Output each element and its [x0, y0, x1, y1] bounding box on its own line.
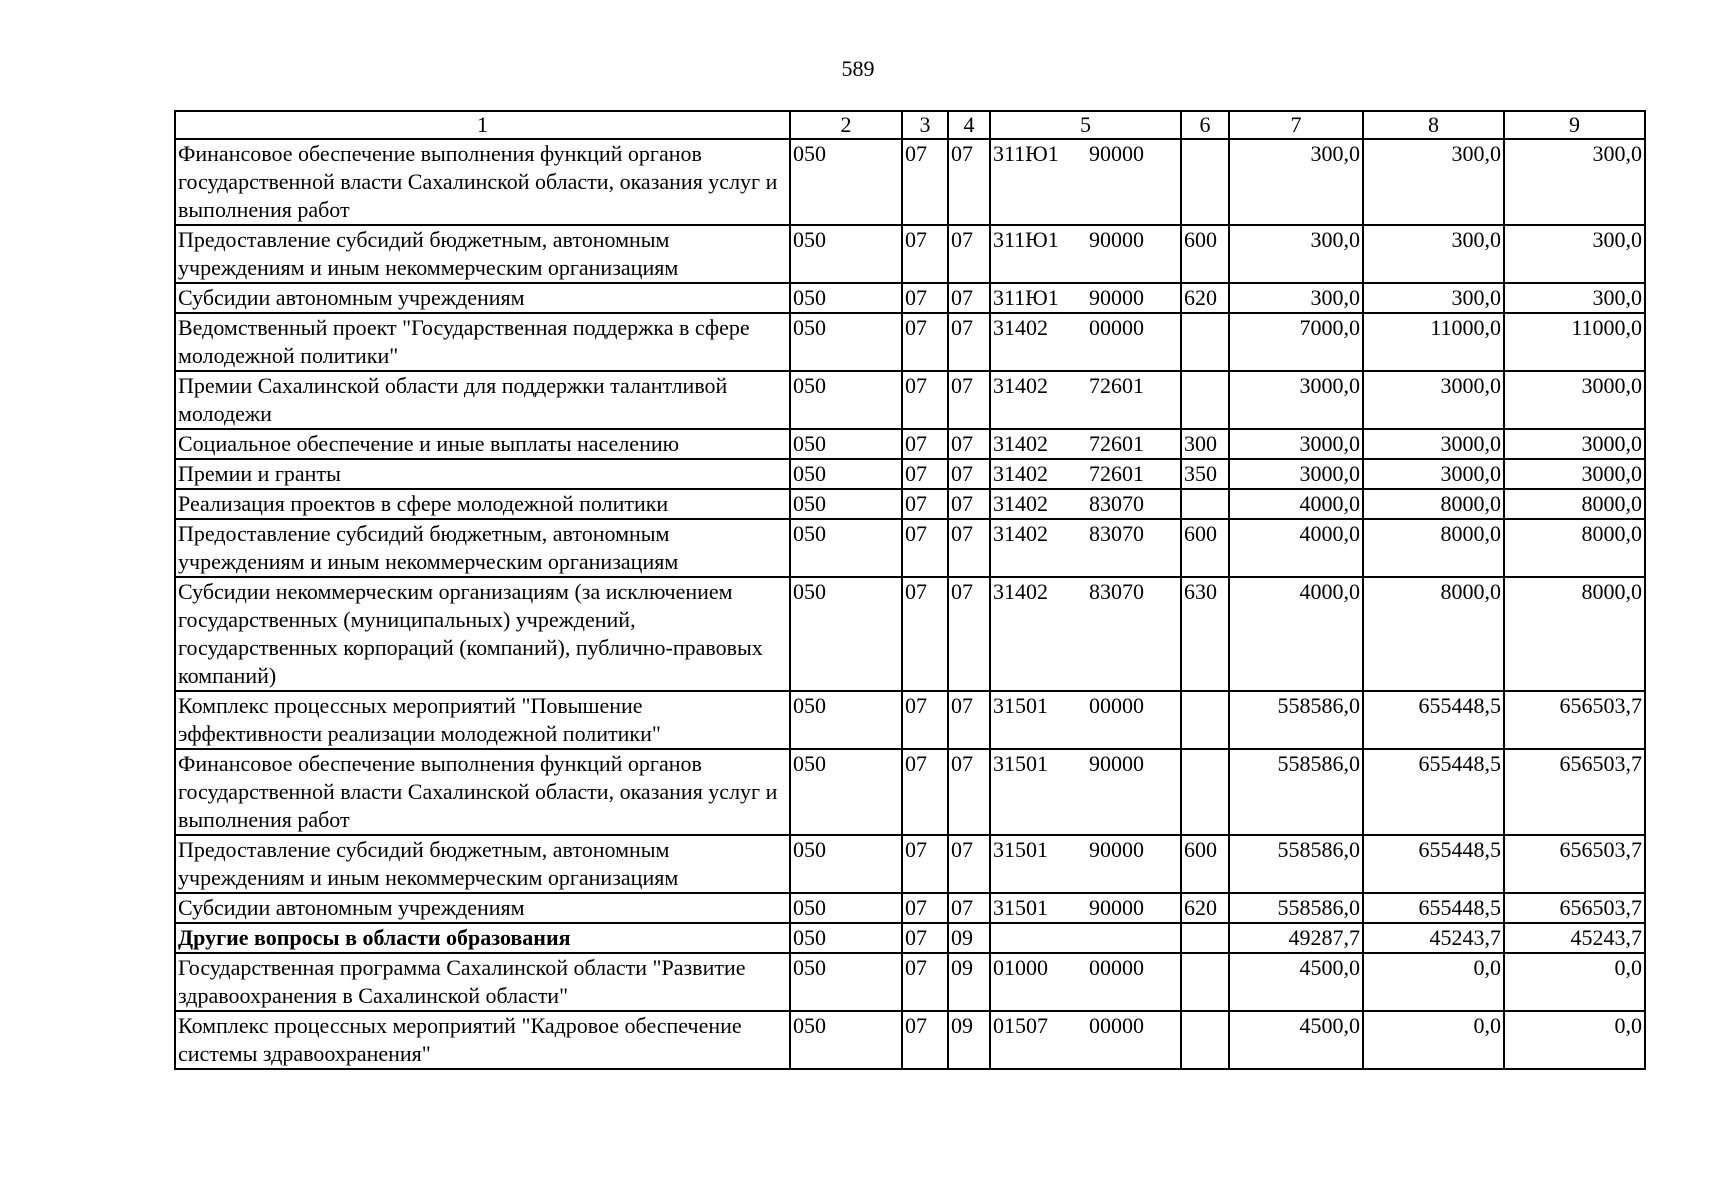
amount-col9-cell: 0,0: [1504, 953, 1645, 1011]
amount-col8-cell: 8000,0: [1363, 489, 1504, 519]
table-row: [175, 953, 1645, 1011]
target-code-wrap: [993, 372, 1178, 400]
table-row: [175, 225, 1645, 283]
amount-col8-cell: 0,0: [1363, 1011, 1504, 1069]
target-direction-code: 83070: [1089, 579, 1144, 604]
amount-col9-cell: 656503,7: [1504, 691, 1645, 749]
subsection-code-cell: 07: [948, 429, 990, 459]
table-row: [175, 139, 1645, 225]
section-code-cell: 07: [902, 923, 948, 953]
target-code-wrap: [993, 284, 1178, 312]
amount-col9-cell: 8000,0: [1504, 519, 1645, 577]
section-code-cell: 07: [902, 283, 948, 313]
target-program-code: 31402: [993, 461, 1048, 486]
table-row: [175, 489, 1645, 519]
section-code-cell: 07: [902, 953, 948, 1011]
ministry-code-cell: 050: [790, 139, 902, 225]
amount-col7-cell: 300,0: [1229, 283, 1363, 313]
subsection-code-cell: 07: [948, 283, 990, 313]
subsection-code-cell: 07: [948, 313, 990, 371]
target-code-wrap: [993, 520, 1178, 548]
section-code-cell: 07: [902, 519, 948, 577]
amount-col7-cell: 558586,0: [1229, 749, 1363, 835]
subsection-code-cell: 07: [948, 577, 990, 691]
ministry-code-cell: 050: [790, 429, 902, 459]
target-program-code: 31402: [993, 431, 1048, 456]
ministry-code-cell: 050: [790, 835, 902, 893]
col-header: 9: [1504, 111, 1645, 139]
expense-type-cell: 600: [1181, 225, 1229, 283]
section-code-cell: 07: [902, 489, 948, 519]
amount-col9-cell: 300,0: [1504, 225, 1645, 283]
table-row: [175, 313, 1645, 371]
amount-col9-cell: 3000,0: [1504, 371, 1645, 429]
amount-col7-cell: 300,0: [1229, 139, 1363, 225]
table-row: [175, 835, 1645, 893]
target-direction-code: 72601: [1089, 461, 1144, 486]
section-code-cell: 07: [902, 1011, 948, 1069]
amount-col8-cell: 300,0: [1363, 283, 1504, 313]
subsection-code-cell: 07: [948, 371, 990, 429]
expense-type-cell: [1181, 139, 1229, 225]
target-direction-code: 00000: [1089, 955, 1144, 980]
target-program-code: 01000: [993, 955, 1048, 980]
col-header: 4: [948, 111, 990, 139]
row-name-cell: Финансовое обеспечение выполнения функций органов государственной власти Сахалинской области, оказания услуг и выполнения работ: [175, 749, 790, 835]
amount-col9-cell: 45243,7: [1504, 923, 1645, 953]
target-direction-code: 72601: [1089, 431, 1144, 456]
subsection-code-cell: 07: [948, 489, 990, 519]
amount-col8-cell: 3000,0: [1363, 371, 1504, 429]
amount-col8-cell: 3000,0: [1363, 429, 1504, 459]
row-name-cell: Субсидии автономным учреждениям: [175, 893, 790, 923]
target-direction-code: 83070: [1089, 491, 1144, 516]
amount-col9-cell: 11000,0: [1504, 313, 1645, 371]
amount-col7-cell: 7000,0: [1229, 313, 1363, 371]
amount-col9-cell: 8000,0: [1504, 489, 1645, 519]
subsection-code-cell: 07: [948, 459, 990, 489]
target-code-cell: [990, 371, 1181, 429]
amount-col8-cell: 3000,0: [1363, 459, 1504, 489]
target-code-wrap: [993, 692, 1178, 720]
target-direction-code: 90000: [1089, 837, 1144, 862]
expense-type-cell: [1181, 313, 1229, 371]
row-name-cell: Комплекс процессных мероприятий "Повышение эффективности реализации молодежной политики": [175, 691, 790, 749]
budget-table: [174, 110, 1646, 1070]
target-code-cell: [990, 953, 1181, 1011]
row-name-cell: Финансовое обеспечение выполнения функций органов государственной власти Сахалинской области, оказания услуг и выполнения работ: [175, 139, 790, 225]
target-code-wrap: [993, 460, 1178, 488]
amount-col7-cell: 300,0: [1229, 225, 1363, 283]
target-program-code: 31402: [993, 491, 1048, 516]
section-code-cell: 07: [902, 459, 948, 489]
amount-col7-cell: 4000,0: [1229, 577, 1363, 691]
section-code-cell: 07: [902, 577, 948, 691]
amount-col9-cell: 3000,0: [1504, 459, 1645, 489]
target-code-cell: [990, 459, 1181, 489]
amount-col7-cell: 558586,0: [1229, 835, 1363, 893]
target-code-wrap: [993, 430, 1178, 458]
target-program-code: 31501: [993, 693, 1048, 718]
amount-col7-cell: 3000,0: [1229, 371, 1363, 429]
target-direction-code: 90000: [1089, 285, 1144, 310]
amount-col8-cell: 8000,0: [1363, 577, 1504, 691]
subsection-code-cell: 07: [948, 749, 990, 835]
section-code-cell: 07: [902, 313, 948, 371]
target-code-wrap: [993, 1012, 1178, 1040]
target-code-cell: [990, 893, 1181, 923]
expense-type-cell: 350: [1181, 459, 1229, 489]
expense-type-cell: [1181, 953, 1229, 1011]
section-code-cell: 07: [902, 429, 948, 459]
expense-type-cell: [1181, 923, 1229, 953]
amount-col7-cell: 4000,0: [1229, 489, 1363, 519]
target-direction-code: 90000: [1089, 227, 1144, 252]
target-code-wrap: [993, 314, 1178, 342]
section-code-cell: 07: [902, 691, 948, 749]
target-program-code: 31402: [993, 521, 1048, 546]
ministry-code-cell: 050: [790, 923, 902, 953]
amount-col8-cell: 300,0: [1363, 225, 1504, 283]
amount-col7-cell: 49287,7: [1229, 923, 1363, 953]
col-header: 8: [1363, 111, 1504, 139]
target-code-wrap: [993, 140, 1178, 168]
ministry-code-cell: 050: [790, 489, 902, 519]
target-program-code: 31501: [993, 751, 1048, 776]
row-name-cell: Премии Сахалинской области для поддержки талантливой молодежи: [175, 371, 790, 429]
target-code-cell: [990, 577, 1181, 691]
target-direction-code: 83070: [1089, 521, 1144, 546]
target-program-code: 31402: [993, 315, 1048, 340]
ministry-code-cell: 050: [790, 459, 902, 489]
amount-col7-cell: 4500,0: [1229, 1011, 1363, 1069]
row-name-cell: Предоставление субсидий бюджетным, автономным учреждениям и иным некоммерческим организациям: [175, 519, 790, 577]
target-program-code: 311Ю1: [993, 141, 1059, 166]
expense-type-cell: 630: [1181, 577, 1229, 691]
ministry-code-cell: 050: [790, 519, 902, 577]
target-code-cell: [990, 691, 1181, 749]
table-row: [175, 519, 1645, 577]
subsection-code-cell: 07: [948, 835, 990, 893]
target-direction-code: 90000: [1089, 141, 1144, 166]
row-name-cell: Премии и гранты: [175, 459, 790, 489]
subsection-code-cell: 07: [948, 893, 990, 923]
table-row: [175, 893, 1645, 923]
amount-col8-cell: 300,0: [1363, 139, 1504, 225]
subsection-code-cell: 09: [948, 1011, 990, 1069]
target-code-wrap: [993, 750, 1178, 778]
target-program-code: 311Ю1: [993, 285, 1059, 310]
subsection-code-cell: 07: [948, 691, 990, 749]
table-row: [175, 691, 1645, 749]
target-direction-code: 00000: [1089, 693, 1144, 718]
target-program-code: 311Ю1: [993, 227, 1059, 252]
amount-col7-cell: 4500,0: [1229, 953, 1363, 1011]
subsection-code-cell: 07: [948, 519, 990, 577]
target-code-cell: [990, 429, 1181, 459]
table-row: [175, 749, 1645, 835]
row-name-cell: Государственная программа Сахалинской области "Развитие здравоохранения в Сахалинской области": [175, 953, 790, 1011]
table-row: [175, 371, 1645, 429]
section-code-cell: 07: [902, 139, 948, 225]
row-name-cell: Комплекс процессных мероприятий "Кадровое обеспечение системы здравоохранения": [175, 1011, 790, 1069]
target-program-code: 31402: [993, 373, 1048, 398]
expense-type-cell: 600: [1181, 519, 1229, 577]
amount-col8-cell: 655448,5: [1363, 691, 1504, 749]
target-code-wrap: [993, 490, 1178, 518]
page-number: 589: [841, 56, 875, 81]
header-row: [175, 111, 1645, 139]
subsection-code-cell: 07: [948, 225, 990, 283]
target-program-code: 31501: [993, 837, 1048, 862]
subsection-code-cell: 09: [948, 923, 990, 953]
amount-col8-cell: 45243,7: [1363, 923, 1504, 953]
row-name-cell: Субсидии некоммерческим организациям (за исключением государственных (муниципальных) учреждений, государственных корпораций (компаний), публично-правовых компаний): [175, 577, 790, 691]
section-code-cell: 07: [902, 225, 948, 283]
row-name-cell: Предоставление субсидий бюджетным, автономным учреждениям и иным некоммерческим организациям: [175, 835, 790, 893]
table-row: [175, 577, 1645, 691]
amount-col8-cell: 11000,0: [1363, 313, 1504, 371]
row-name-cell: Ведомственный проект "Государственная поддержка в сфере молодежной политики": [175, 313, 790, 371]
col-header: 3: [902, 111, 948, 139]
ministry-code-cell: 050: [790, 225, 902, 283]
section-code-cell: 07: [902, 835, 948, 893]
target-program-code: 01507: [993, 1013, 1048, 1038]
table-row: [175, 283, 1645, 313]
target-code-wrap: [993, 836, 1178, 864]
table-row: [175, 923, 1645, 953]
col-header: 1: [175, 111, 790, 139]
amount-col7-cell: 558586,0: [1229, 691, 1363, 749]
expense-type-cell: 300: [1181, 429, 1229, 459]
row-name-cell: Предоставление субсидий бюджетным, автономным учреждениям и иным некоммерческим организациям: [175, 225, 790, 283]
target-direction-code: 90000: [1089, 895, 1144, 920]
amount-col9-cell: 656503,7: [1504, 835, 1645, 893]
expense-type-cell: 620: [1181, 893, 1229, 923]
amount-col7-cell: 4000,0: [1229, 519, 1363, 577]
target-code-cell: [990, 489, 1181, 519]
target-direction-code: 90000: [1089, 751, 1144, 776]
amount-col9-cell: 8000,0: [1504, 577, 1645, 691]
ministry-code-cell: 050: [790, 953, 902, 1011]
amount-col8-cell: 655448,5: [1363, 893, 1504, 923]
amount-col8-cell: 655448,5: [1363, 835, 1504, 893]
target-code-wrap: [993, 954, 1178, 982]
target-code-cell: [990, 1011, 1181, 1069]
target-direction-code: 72601: [1089, 373, 1144, 398]
amount-col9-cell: 3000,0: [1504, 429, 1645, 459]
row-name-cell: Реализация проектов в сфере молодежной политики: [175, 489, 790, 519]
amount-col9-cell: 300,0: [1504, 283, 1645, 313]
target-direction-code: 00000: [1089, 1013, 1144, 1038]
amount-col8-cell: 8000,0: [1363, 519, 1504, 577]
expense-type-cell: [1181, 1011, 1229, 1069]
amount-col8-cell: 655448,5: [1363, 749, 1504, 835]
target-program-code: 31402: [993, 579, 1048, 604]
subsection-code-cell: 07: [948, 139, 990, 225]
amount-col9-cell: 300,0: [1504, 139, 1645, 225]
expense-type-cell: [1181, 489, 1229, 519]
target-program-code: 31501: [993, 895, 1048, 920]
col-header: 7: [1229, 111, 1363, 139]
ministry-code-cell: 050: [790, 577, 902, 691]
ministry-code-cell: 050: [790, 283, 902, 313]
amount-col9-cell: 656503,7: [1504, 749, 1645, 835]
amount-col7-cell: 558586,0: [1229, 893, 1363, 923]
ministry-code-cell: 050: [790, 371, 902, 429]
subsection-code-cell: 09: [948, 953, 990, 1011]
amount-col9-cell: 656503,7: [1504, 893, 1645, 923]
ministry-code-cell: 050: [790, 1011, 902, 1069]
ministry-code-cell: 050: [790, 749, 902, 835]
col-header: 5: [990, 111, 1181, 139]
expense-type-cell: 620: [1181, 283, 1229, 313]
section-code-cell: 07: [902, 893, 948, 923]
row-name-cell: Другие вопросы в области образования: [175, 923, 790, 953]
table-body: [175, 139, 1645, 1069]
table-row: [175, 1011, 1645, 1069]
section-code-cell: 07: [902, 371, 948, 429]
target-code-cell: [990, 313, 1181, 371]
target-code-wrap: [993, 226, 1178, 254]
target-code-cell: [990, 225, 1181, 283]
target-code-cell: [990, 923, 1181, 953]
expense-type-cell: 600: [1181, 835, 1229, 893]
ministry-code-cell: 050: [790, 313, 902, 371]
target-code-wrap: [993, 894, 1178, 922]
expense-type-cell: [1181, 749, 1229, 835]
ministry-code-cell: 050: [790, 893, 902, 923]
table-row: [175, 459, 1645, 489]
amount-col7-cell: 3000,0: [1229, 459, 1363, 489]
ministry-code-cell: 050: [790, 691, 902, 749]
expense-type-cell: [1181, 371, 1229, 429]
target-code-cell: [990, 139, 1181, 225]
row-name-cell: Субсидии автономным учреждениям: [175, 283, 790, 313]
amount-col7-cell: 3000,0: [1229, 429, 1363, 459]
table-row: [175, 429, 1645, 459]
target-code-cell: [990, 835, 1181, 893]
target-code-cell: [990, 749, 1181, 835]
target-code-cell: [990, 519, 1181, 577]
target-code-cell: [990, 283, 1181, 313]
amount-col9-cell: 0,0: [1504, 1011, 1645, 1069]
target-code-wrap: [993, 578, 1178, 606]
amount-col8-cell: 0,0: [1363, 953, 1504, 1011]
target-direction-code: 00000: [1089, 315, 1144, 340]
expense-type-cell: [1181, 691, 1229, 749]
col-header: 2: [790, 111, 902, 139]
row-name-cell: Социальное обеспечение и иные выплаты населению: [175, 429, 790, 459]
section-code-cell: 07: [902, 749, 948, 835]
col-header: 6: [1181, 111, 1229, 139]
